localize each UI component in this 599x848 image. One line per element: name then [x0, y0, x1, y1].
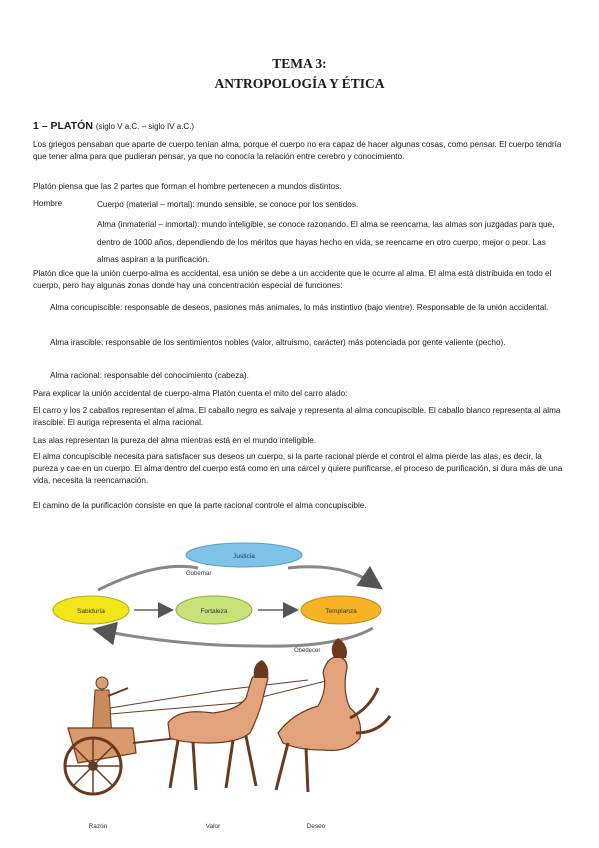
paragraph-carro: El carro y los 2 caballos representan el alma. El caballo negro es salvaje y representa al alma concupiscible. El caballo blanco representa al alma irascible. El auriga representa el alma racional. — [33, 406, 561, 428]
charioteer-arm — [108, 688, 128, 696]
obedecer-label: Obedecer — [294, 648, 321, 654]
paragraph-irascible: Alma irascible: responsable de los sentimientos nobles (valor, altruismo, carácter) más potenciada por gente valiente (pecho). — [50, 338, 506, 347]
paragraph-concupiscible: Alma concupiscible: responsable de deseos, pasiones más animales, lo más instintivo (bajo vientre). Responsable de la unión accidental. — [50, 303, 549, 312]
paragraph-alas: Las alas representan la pureza del alma mientras está en el mundo inteligible. — [33, 436, 317, 445]
horse-valor-leg-3 — [226, 740, 233, 788]
gobernar-arrow — [288, 567, 378, 586]
reins-2 — [110, 678, 338, 714]
paragraph-union: Platón dice que la unión cuerpo-alma es accidental, esa unión se debe a un accidente que le ocurre al alma. El alma está distribuida en todo el cuerpo, pero hay algunas zonas donde hay una concentración especial de funciones: — [33, 269, 552, 291]
section-heading-text: 1 – PLATÓN — [33, 120, 93, 132]
horse-valor-leg-1 — [170, 740, 178, 788]
label-razon: Razón — [88, 823, 108, 830]
horse-deseo — [278, 656, 361, 751]
paragraph-cuerpo: Cuerpo (material – mortal): mundo sensible, se conoce por los sentidos. — [97, 200, 359, 209]
doc-title-line1: TEMA 3: — [272, 56, 327, 71]
label-deseo: Deseo — [306, 823, 326, 830]
horse-valor — [168, 674, 268, 743]
reins — [110, 680, 308, 708]
paragraph-mito: Para explicar la unión accidental de cuerpo-alma Platón cuenta el mito del carro alado: — [33, 389, 348, 398]
doc-title-line2: ANTROPOLOGÍA Y ÉTICA — [214, 76, 385, 91]
paragraph-racional: Alma racional: responsable del conocimiento (cabeza). — [50, 371, 249, 380]
horse-deseo-leg-2 — [306, 748, 308, 792]
figure-svg — [38, 538, 428, 838]
paragraph-camino: El camino de la purificación consiste en que la parte racional controle el alma concupiscible. — [33, 501, 367, 510]
fortaleza-label: Fortaleza — [200, 608, 228, 615]
gobernar-label: Gobernar — [186, 571, 212, 577]
horse-valor-leg-4 — [246, 736, 256, 786]
paragraph-intro: Los griegos pensaban que aparte de cuerpo tenían alma, porque el cuerpo no era capaz de hacer algunas cosas, como pensar. El cuerpo tendría que tener alma para que pudieran pensar, ya que no conocía la relación entre cerebro y conocimiento. — [33, 140, 562, 162]
horse-deseo-leg-1 — [276, 743, 288, 790]
paragraph-two-parts: Platón piensa que las 2 partes que forman el hombre pertenecen a mundos distintos. — [33, 182, 342, 191]
label-valor: Valor — [205, 823, 221, 830]
gobernar-arc-left — [98, 566, 198, 590]
paragraph-cuerpo-carcel: El alma concupiscible necesita para satisfacer sus deseos un cuerpo, si la parte racional pierde el control el alma pierde las alas, es decir, la pureza y cae en un cuerpo. El alma dentro del cuerpo está como en una cárcel y quiere purificarse, el proceso de purificación, si dura más de una vida, necesita la reencarnación. — [33, 452, 563, 486]
horse-valor-leg-2 — [193, 742, 196, 790]
templanza-label: Templanza — [325, 608, 357, 615]
figure-virtues-chariot — [38, 538, 428, 838]
charioteer-head — [96, 677, 108, 689]
label-hombre: Hombre — [33, 199, 63, 208]
horse-valor-mane — [254, 660, 269, 678]
justicia-label: Justicia — [233, 553, 255, 560]
section-heading — [33, 120, 194, 132]
sabiduria-label: Sabiduría — [77, 608, 105, 615]
paragraph-alma: Alma (inmaterial – inmortal): mundo inteligible, se conoce razonando. El alma se reencarna, las almas son juzgadas para que, dentro de 1000 años, dependiendo de los méritos que hayas hecho en vida, se reencarne en otro cuerpo, mejor o peor. Las almas aspiran a la purificación. — [97, 220, 555, 264]
obedecer-arrow — [98, 628, 373, 646]
section-subheading: (siglo V a.C. – siglo IV a.C.) — [95, 122, 195, 131]
chariot-illustration — [65, 638, 390, 794]
